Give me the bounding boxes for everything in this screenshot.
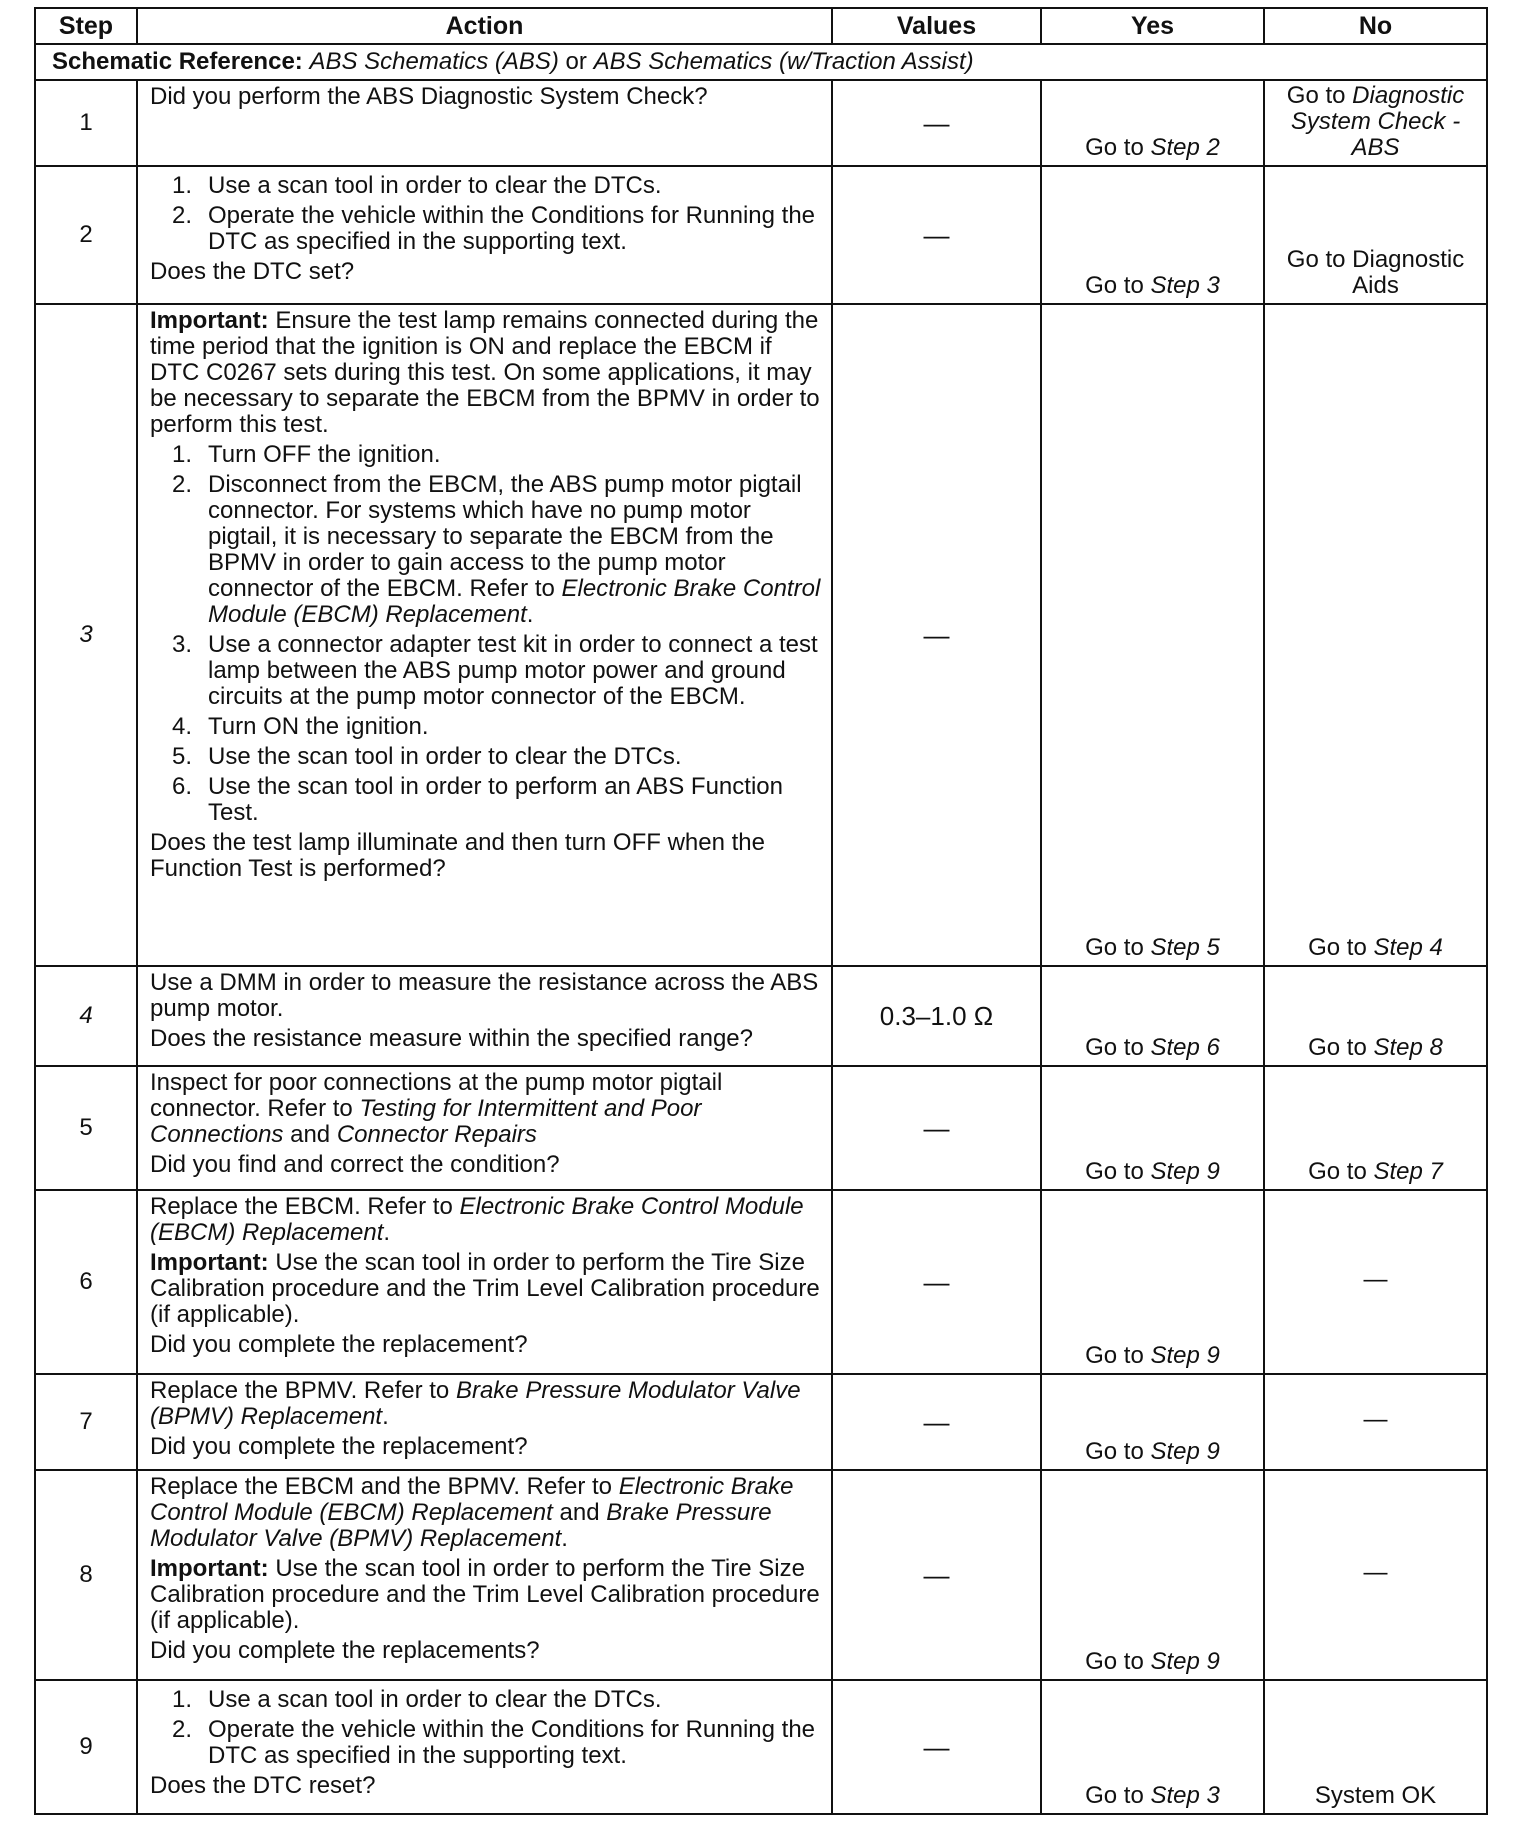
action-cell <box>137 80 832 166</box>
step-number: 3 <box>35 304 137 966</box>
yes-link[interactable]: Step 9 <box>1150 1648 1220 1675</box>
goto-text: Go to <box>1085 1342 1144 1369</box>
no-cell: — <box>1264 1470 1487 1680</box>
list-item: 2. Operate the vehicle within the Conditions for Running the DTC as specified in the supporting text. <box>172 202 816 255</box>
goto-text: Go to <box>1308 1034 1367 1061</box>
values-cell: 0.3–1.0 Ω <box>832 966 1041 1066</box>
yes-cell <box>1041 966 1264 1066</box>
action-cell <box>137 166 832 304</box>
action-cell <box>137 1374 832 1470</box>
important-note: Important: Use the scan tool in order to perform the Tire Size Calibration procedure and the Trim Level Calibration procedure (if applicable). <box>150 1249 820 1328</box>
yes-link[interactable]: Step 9 <box>1150 1158 1220 1185</box>
header-step: Step <box>35 8 137 44</box>
yes-cell <box>1041 1190 1264 1374</box>
yes-cell <box>1041 166 1264 304</box>
yes-cell <box>1041 1374 1264 1470</box>
goto-text: Go to <box>1085 1438 1144 1465</box>
values-cell: — <box>832 1680 1041 1814</box>
step-number: 6 <box>35 1190 137 1374</box>
schematic-reference-row <box>35 44 1487 80</box>
question: Did you find and correct the condition? <box>150 1151 560 1178</box>
yes-cell <box>1041 1680 1264 1814</box>
reference-link[interactable]: Connector Repairs <box>336 1121 537 1148</box>
step-number: 4 <box>35 966 137 1066</box>
schematic-reference <box>35 44 1487 80</box>
list-item: 1. Use a scan tool in order to clear the DTCs. <box>172 1686 662 1713</box>
list-item: 5. Use the scan tool in order to clear the DTCs. <box>172 743 682 770</box>
yes-cell <box>1041 1470 1264 1680</box>
goto-text: Go to <box>1085 272 1144 299</box>
header-action: Action <box>137 8 832 44</box>
table-row-step-8 <box>35 1470 1487 1680</box>
values-cell: — <box>832 1470 1041 1680</box>
instruction: Replace the EBCM and the BPMV. Refer to Electronic Brake Control Module (EBCM) Replacement and Brake Pressure Modulator Valve (BPMV) Replacement. <box>150 1473 794 1552</box>
step-number: 2 <box>35 166 137 304</box>
table-row-step-3 <box>35 304 1487 966</box>
values-cell: — <box>832 1066 1041 1190</box>
action-cell <box>137 1680 832 1814</box>
reference-link[interactable]: Brake Pressure Modulator Valve (BPMV) Replacement <box>150 1377 801 1430</box>
table-row-step-7 <box>35 1374 1487 1470</box>
header-values: Values <box>832 8 1041 44</box>
table-row-step-1 <box>35 80 1487 166</box>
schematic-or: or <box>565 48 587 75</box>
no-link[interactable]: Step 8 <box>1373 1034 1443 1061</box>
question: Did you complete the replacements? <box>150 1637 540 1664</box>
goto-text: Go to <box>1085 1034 1144 1061</box>
question: Did you complete the replacement? <box>150 1331 528 1358</box>
action-cell <box>137 1190 832 1374</box>
step-number: 1 <box>35 80 137 166</box>
goto-text: Go to <box>1308 934 1367 961</box>
list-item: 2. Operate the vehicle within the Conditions for Running the DTC as specified in the supporting text. <box>172 1716 816 1769</box>
yes-cell <box>1041 1066 1264 1190</box>
no-cell: — <box>1264 1374 1487 1470</box>
schematic-label: Schematic Reference: <box>52 48 303 75</box>
reference-link[interactable]: Testing for Intermittent and Poor Connections <box>150 1095 702 1148</box>
no-link[interactable]: Diagnostic System Check - ABS <box>1290 82 1465 161</box>
important-note: Important: Use the scan tool in order to perform the Tire Size Calibration procedure and the Trim Level Calibration procedure (if applicable). <box>150 1555 820 1634</box>
action-cell <box>137 1066 832 1190</box>
yes-link[interactable]: Step 3 <box>1150 272 1220 299</box>
yes-cell <box>1041 304 1264 966</box>
question: Does the resistance measure within the specified range? <box>150 1025 753 1052</box>
no-cell: — <box>1264 1190 1487 1374</box>
reference-link[interactable]: Electronic Brake Control Module (EBCM) Replacement <box>208 575 821 628</box>
no-link[interactable]: Step 7 <box>1373 1158 1443 1185</box>
yes-link[interactable]: Step 2 <box>1150 134 1220 161</box>
no-cell <box>1264 80 1487 166</box>
no-cell <box>1264 166 1487 304</box>
instruction: Replace the EBCM. Refer to Electronic Brake Control Module (EBCM) Replacement. <box>150 1193 804 1246</box>
instruction: Use a DMM in order to measure the resistance across the ABS pump motor. <box>150 969 819 1022</box>
question: Did you complete the replacement? <box>150 1433 528 1460</box>
instruction: Inspect for poor connections at the pump motor pigtail connector. Refer to Testing for Intermittent and Poor Connections and Connector Repairs <box>150 1069 723 1148</box>
values-cell: — <box>832 1374 1041 1470</box>
values-cell: — <box>832 1190 1041 1374</box>
list-item: 4. Turn ON the ignition. <box>172 713 429 740</box>
action-cell <box>137 304 832 966</box>
table-row-step-5 <box>35 1066 1487 1190</box>
substep-list <box>150 173 823 255</box>
instruction: Replace the BPMV. Refer to Brake Pressure Modulator Valve (BPMV) Replacement. <box>150 1377 801 1430</box>
header-yes: Yes <box>1041 8 1264 44</box>
header-row <box>35 8 1487 44</box>
question: Does the DTC reset? <box>150 1772 376 1799</box>
yes-link[interactable]: Step 6 <box>1150 1034 1220 1061</box>
values-cell: — <box>832 166 1041 304</box>
yes-cell <box>1041 80 1264 166</box>
list-item: 3. Use a connector adapter test kit in order to connect a test lamp between the ABS pump motor power and ground circuits at the pump motor connector of the EBCM. <box>172 631 818 710</box>
values-cell: — <box>832 80 1041 166</box>
no-link[interactable]: Step 4 <box>1373 934 1443 961</box>
action-cell <box>137 1470 832 1680</box>
table-row-step-4 <box>35 966 1487 1066</box>
no-cell: System OK <box>1264 1680 1487 1814</box>
step-number: 5 <box>35 1066 137 1190</box>
table-row-step-9 <box>35 1680 1487 1814</box>
yes-link[interactable]: Step 9 <box>1150 1342 1220 1369</box>
list-item: 2. Disconnect from the EBCM, the ABS pump motor pigtail connector. For systems which have no pump motor pigtail, it is necessary to separate the EBCM from the BPMV in order to gain access to the pump motor connector of the EBCM. Refer to Electronic Brake Control Module (EBCM) Replacement. <box>172 471 821 628</box>
question: Does the test lamp illuminate and then turn OFF when the Function Test is performed? <box>150 829 765 882</box>
step-number: 9 <box>35 1680 137 1814</box>
question: Does the DTC set? <box>150 258 355 285</box>
list-item: 1. Turn OFF the ignition. <box>172 441 441 468</box>
schematic-ref-traction[interactable]: ABS Schematics (w/Traction Assist) <box>593 48 974 75</box>
goto-text: Go to <box>1085 134 1144 161</box>
table-row-step-6 <box>35 1190 1487 1374</box>
substep-list <box>150 442 823 826</box>
list-item: 6. Use the scan tool in order to perform an ABS Function Test. <box>172 773 783 826</box>
step-number: 8 <box>35 1470 137 1680</box>
goto-text: Go to <box>1085 1782 1144 1809</box>
yes-link[interactable]: Step 9 <box>1150 1438 1220 1465</box>
no-cell <box>1264 1066 1487 1190</box>
question: Did you perform the ABS Diagnostic System Check? <box>150 83 708 110</box>
important-note: Important: Ensure the test lamp remains connected during the time period that the ignition is ON and replace the EBCM if DTC C0267 sets during this test. On some applications, it may be necessary to separate the EBCM from the BPMV in order to perform this test. <box>150 307 820 438</box>
no-cell <box>1264 966 1487 1066</box>
goto-text: Go to <box>1085 1158 1144 1185</box>
reference-link[interactable]: Brake Pressure Modulator Valve (BPMV) Replacement <box>150 1499 772 1552</box>
goto-text: Go to <box>1085 1648 1144 1675</box>
table-row-step-2 <box>35 166 1487 304</box>
reference-link[interactable]: Electronic Brake Control Module (EBCM) Replacement <box>150 1193 804 1246</box>
diagnostic-table <box>34 7 1488 1815</box>
schematic-ref-abs[interactable]: ABS Schematics (ABS) <box>309 48 559 75</box>
values-cell: — <box>832 304 1041 966</box>
yes-link[interactable]: Step 3 <box>1150 1782 1220 1809</box>
yes-link[interactable]: Step 5 <box>1150 934 1220 961</box>
list-item: 1. Use a scan tool in order to clear the DTCs. <box>172 172 662 199</box>
substep-list <box>150 1687 823 1769</box>
goto-text: Go to <box>1085 934 1144 961</box>
header-no: No <box>1264 8 1487 44</box>
step-number: 7 <box>35 1374 137 1470</box>
goto-text: Go to <box>1308 1158 1367 1185</box>
goto-text: Go to <box>1286 82 1346 109</box>
no-link[interactable]: Go to Diagnostic Aids <box>1286 246 1465 299</box>
action-cell <box>137 966 832 1066</box>
no-cell <box>1264 304 1487 966</box>
reference-link[interactable]: Electronic Brake Control Module (EBCM) Replacement <box>150 1473 794 1526</box>
